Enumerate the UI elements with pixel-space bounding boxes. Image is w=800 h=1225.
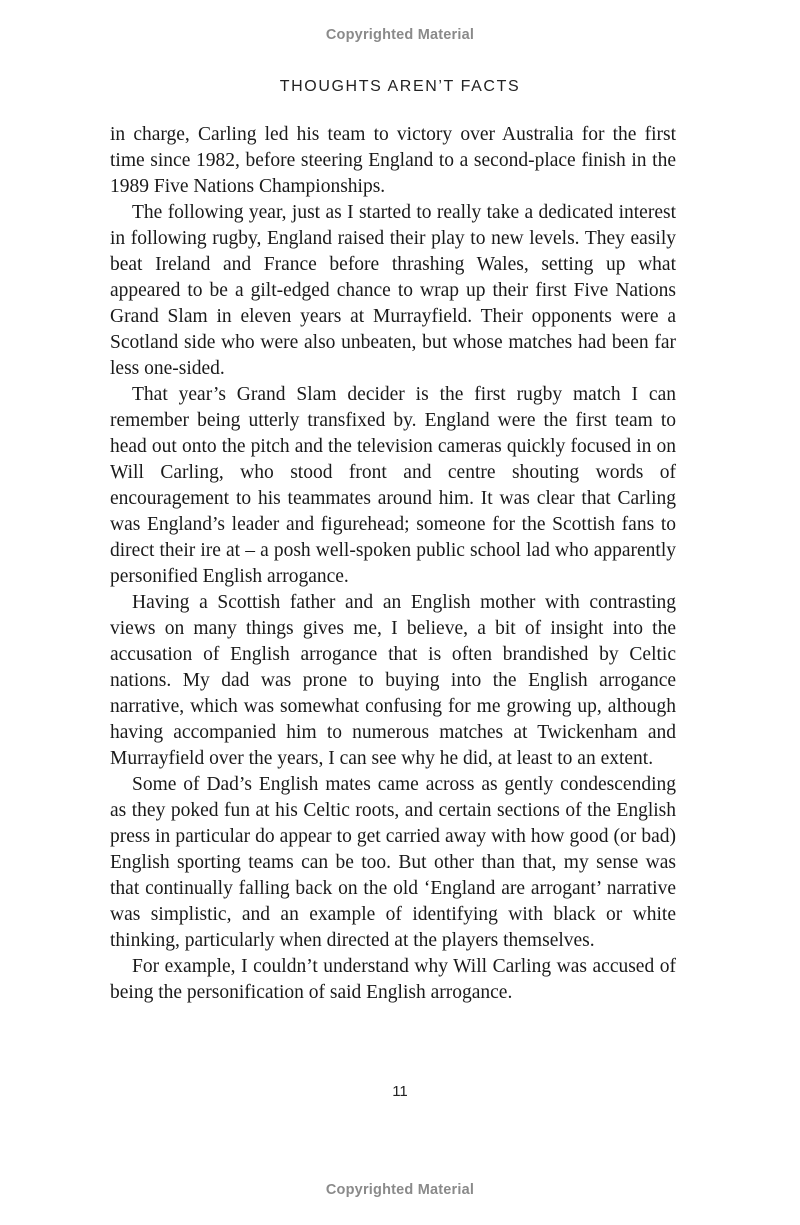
paragraph-1: in charge, Carling led his team to victory over Australia for the first time since 1982, before steering England to a second-place finish in the 1989 Five Nations Championships. [110, 124, 676, 197]
running-head: THOUGHTS AREN’T FACTS [279, 78, 521, 95]
paragraph-6: For example, I couldn’t understand why Will Carling was accused of being the personification of said English arrogance. [110, 956, 676, 1003]
paragraph-4: Having a Scottish father and an English mother with contrasting views on many things gives me, I believe, a bit of insight into the accusation of English arrogance that is often brandished by Celtic nations. My dad was prone to buying into the English arrogance narrative, which was somewhat confusing for me growing up, although having accompanied him to numerous matches at Twickenham and Murrayfield over the years, I can see why he did, at least to an extent. [110, 592, 676, 769]
copyright-watermark-bottom: Copyrighted Material [325, 1182, 475, 1198]
paragraph-5: Some of Dad’s English mates came across as gently condescending as they poked fun at his Celtic roots, and certain sections of the English press in particular do appear to get carried away with how good (or bad) English sporting teams can be too. But other than that, my sense was that continually falling back on the old ‘England are arrogant’ narrative was simplistic, and an example of identifying with black or white thinking, particularly when directed at the players themselves. [110, 774, 676, 951]
paragraph-3: That year’s Grand Slam decider is the first rugby match I can remember being utterly transfixed by. England were the first team to head out onto the pitch and the television cameras quickly focused in on Will Carling, who stood front and centre shouting words of encouragement to his teammates around him. It was clear that Carling was England’s leader and figurehead; someone for the Scottish fans to direct their ire at – a posh well-spoken public school lad who apparently personified English arrogance. [110, 384, 676, 587]
paragraph-2: The following year, just as I started to really take a dedicated interest in following rugby, England raised their play to new levels. They easily beat Ireland and France before thrashing Wales, setting up what appeared to be a gilt-edged chance to wrap up their first Five Nations Grand Slam in eleven years at Murrayfield. Their opponents were a Scotland side who were also unbeaten, but whose matches had been far less one-sided. [110, 202, 676, 379]
page-number: 11 [392, 1083, 408, 1100]
body-text [110, 122, 676, 1006]
copyright-watermark-top: Copyrighted Material [325, 27, 475, 43]
